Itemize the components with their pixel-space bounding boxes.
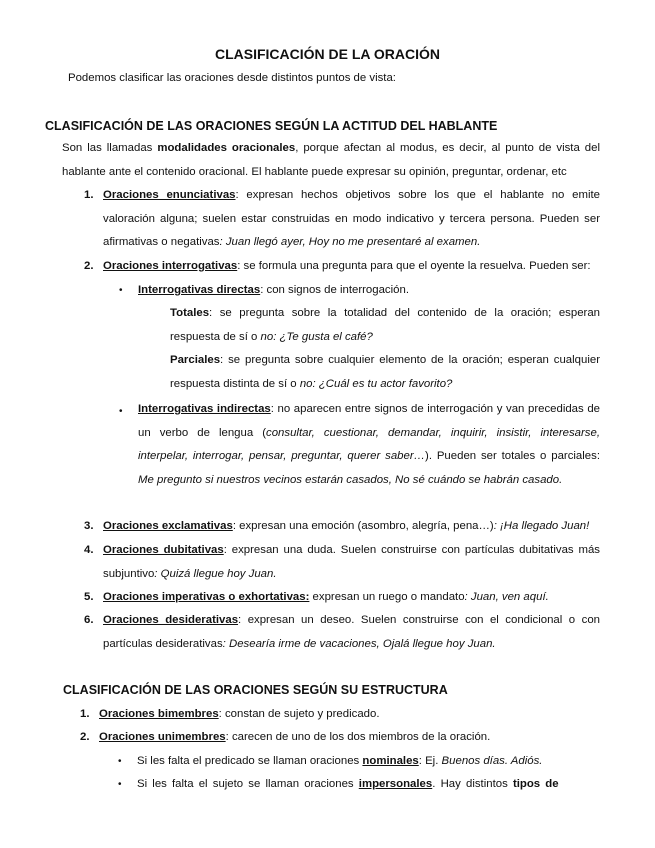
list-item-term: Oraciones desiderativas	[103, 614, 239, 626]
example-text: Me pregunto si nuestros vecinos estarán casados, No sé cuándo se habrán casado.	[138, 473, 563, 486]
list-number: 5.	[84, 591, 94, 603]
example-text: no: ¿Te gusta el café?	[260, 330, 373, 343]
list-item-term: Oraciones interrogativas	[103, 260, 238, 272]
list-item-term: Oraciones enunciativas	[103, 189, 236, 201]
lead-bold-term: modalidades oracionales	[157, 142, 296, 154]
bullet-icon: •	[118, 756, 122, 767]
section-heading-structure: CLASIFICACIÓN DE LAS ORACIONES SEGÚN SU ESTRUCTURA	[63, 683, 448, 697]
sub-list-item-text: Si les falta el predicado se llaman oraciones nominales: Ej. Buenos días. Adiós.	[137, 755, 543, 767]
list-item-text: Oraciones enunciativas: expresan hechos objetivos sobre los que el hablante no emite valoración alguna; suelen estar construidas en modo indicativo y tercera persona. Pueden ser afirmativas o negativas: Juan llegó ayer, Hoy no me presentaré al examen.	[103, 189, 600, 248]
list-item-term: Oraciones exclamativas	[103, 520, 233, 532]
example-text: : Juan, ven aquí.	[464, 591, 549, 603]
bullet-icon: •	[119, 406, 123, 417]
list-number: 6.	[84, 614, 94, 626]
sub-list-item-term: nominales	[362, 755, 419, 767]
sub-list-item-text: Interrogativas directas: con signos de interrogación.	[138, 284, 409, 296]
list-item-text: Oraciones bimembres: constan de sujeto y predicado.	[99, 708, 380, 720]
list-item-text: Oraciones exclamativas: expresan una emoción (asombro, alegría, pena…): ¡Ha llegado Juan!	[103, 520, 590, 532]
list-item-term: Oraciones unimembres	[99, 731, 226, 743]
list-number: 3.	[84, 520, 94, 532]
section1-lead-paragraph: Son las llamadas modalidades oracionales, porque afectan al modus, es decir, al punto de vista del hablante ante el contenido oracional. El hablante puede expresar su opinión, preguntar, ordenar, etc	[62, 142, 600, 178]
list-item-text: Oraciones imperativas o exhortativas: expresan un ruego o mandato: Juan, ven aquí.	[103, 591, 549, 603]
example-text: : Juan llegó ayer, Hoy no me presentaré al examen.	[219, 236, 481, 248]
section-heading-speaker-attitude: CLASIFICACIÓN DE LAS ORACIONES SEGÚN LA ACTITUD DEL HABLANTE	[45, 119, 498, 133]
list-item-text: Oraciones desiderativas: expresan un deseo. Suelen construirse con el condicional o con partículas desiderativas: Desearía irme de vacaciones, Ojalá llegue hoy Juan.	[103, 614, 600, 650]
verbs-of-speech: consultar, cuestionar, demandar, inquirir, insistir, interesarse, interpelar, interrogar, pensar, preguntar, querer saber…	[138, 426, 600, 462]
list-item-term: Oraciones bimembres	[99, 708, 219, 720]
sub-list-item-text: Si les falta el sujeto se llaman oraciones impersonales. Hay distintos tipos de	[137, 778, 559, 790]
sub-list-item-term: Interrogativas directas	[138, 284, 261, 296]
example-text: Buenos días. Adiós.	[441, 755, 543, 767]
intro-text: Podemos clasificar las oraciones desde distintos puntos de vista:	[68, 72, 396, 84]
list-number: 2.	[84, 260, 94, 272]
bullet-icon: •	[119, 285, 123, 296]
example-text: : Quizá llegue hoy Juan.	[154, 567, 277, 580]
list-item-term: Oraciones dubitativas	[103, 544, 224, 556]
list-item-text: Oraciones unimembres: carecen de uno de los dos miembros de la oración.	[99, 731, 491, 743]
sub-list-item-text: Interrogativas indirectas: no aparecen entre signos de interrogación y van precedidas de un verbo de lengua (consultar, cuestionar, demandar, inquirir, insistir, interesarse, interpelar, interrogar, pensar, preguntar, querer saber…). Pueden ser totales o parciales: Me pregunto si nuestros vecinos estarán casados, No sé cuándo se habrán casado.	[138, 403, 600, 486]
bullet-icon: •	[118, 779, 122, 790]
example-text: : Desearía irme de vacaciones, Ojalá llegue hoy Juan.	[222, 637, 496, 650]
bold-term: tipos de	[512, 778, 559, 790]
list-item-text: Oraciones dubitativas: expresan una duda. Suelen construirse con partículas dubitativas más subjuntivo: Quizá llegue hoy Juan.	[103, 544, 600, 580]
page-title: CLASIFICACIÓN DE LA ORACIÓN	[214, 46, 441, 62]
example-text: : ¡Ha llegado Juan!	[493, 520, 590, 532]
question-type-label: Totales	[170, 307, 210, 319]
list-number: 2.	[80, 731, 90, 743]
list-number: 1.	[84, 189, 94, 201]
sub-list-item-term: Interrogativas indirectas	[138, 403, 271, 415]
example-text: no: ¿Cuál es tu actor favorito?	[299, 377, 453, 390]
question-type-parciales: Parciales: se pregunta sobre cualquier elemento de la oración; esperan cualquier respuesta distinta de sí o no: ¿Cuál es tu actor favorito?	[170, 354, 600, 390]
list-number: 4.	[84, 544, 94, 556]
question-type-totales: Totales: se pregunta sobre la totalidad del contenido de la oración; esperan respuesta de sí o no: ¿Te gusta el café?	[170, 307, 600, 343]
list-item-text: Oraciones interrogativas: se formula una pregunta para que el oyente la resuelva. Pueden ser:	[103, 260, 591, 272]
list-item-term: Oraciones imperativas o exhortativas:	[103, 591, 310, 603]
question-type-label: Parciales	[170, 354, 221, 366]
sub-list-item-term: impersonales	[358, 778, 433, 790]
list-number: 1.	[80, 708, 90, 720]
